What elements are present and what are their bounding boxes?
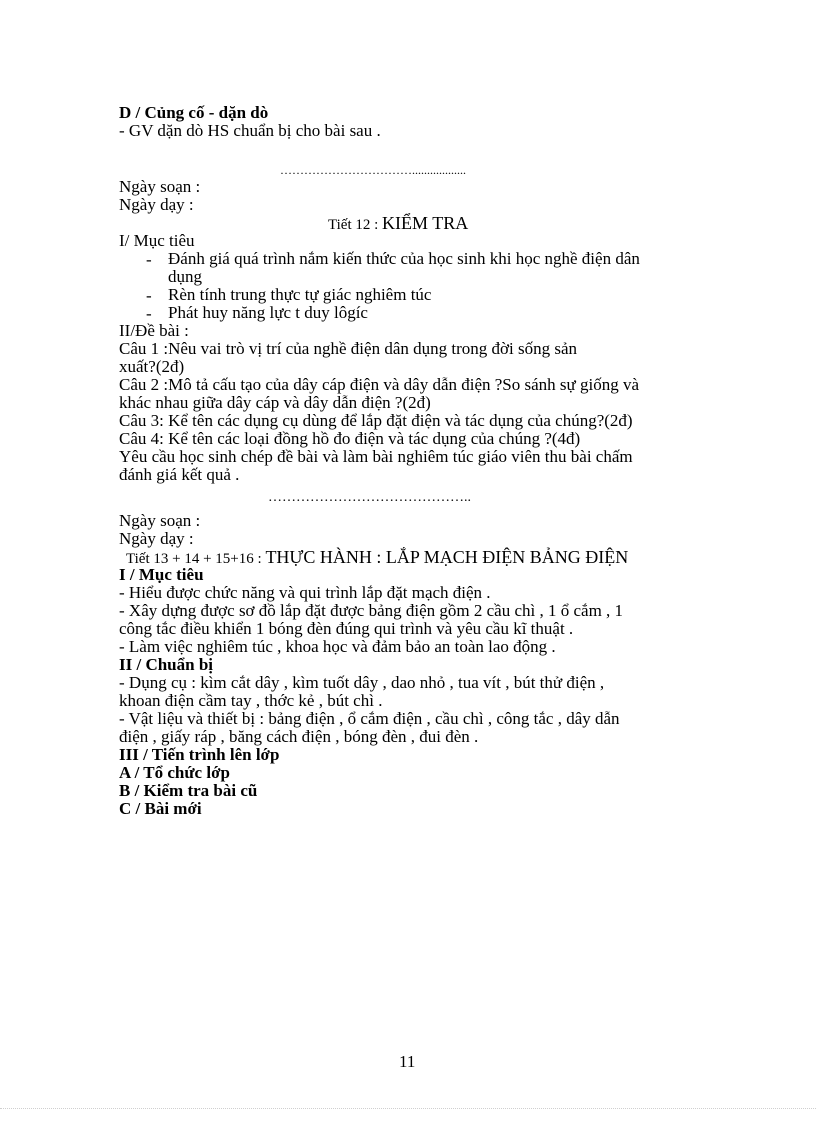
- bullet-item-cont: dụng: [168, 267, 202, 286]
- question-2: Câu 2 :Mô tả cấu tạo của dây cáp điện và dây dẫn điện ?So sánh sự giống và: [119, 375, 640, 394]
- bullet-item: Rèn tính trung thực tự giác nghiêm túc: [168, 285, 432, 304]
- section-d-line: - GV dặn dò HS chuẩn bị cho bài sau .: [119, 121, 381, 140]
- question-2-cont: khác nhau giữa dây cáp và dây dẫn điện ?(2đ): [119, 393, 431, 412]
- materials-line: - Vật liệu và thiết bị : bảng điện , ổ cắm điện , cầu chì , công tắc , dây dẫn: [119, 709, 620, 728]
- tools-line-cont: khoan điện cầm tay , thớc kẻ , bút chì .: [119, 691, 383, 710]
- bullet-dash: -: [146, 250, 152, 269]
- step-a-heading: A / Tổ chức lớp: [119, 763, 230, 782]
- bullet-dash: -: [146, 304, 152, 323]
- ngay-soan: Ngày soạn :: [119, 511, 201, 530]
- bullet-dash: -: [146, 286, 152, 305]
- step-b-heading: B / Kiểm tra bài cũ: [119, 781, 258, 800]
- objective-3: - Làm việc nghiêm túc , khoa học và đảm bảo an toàn lao động .: [119, 637, 556, 656]
- ngay-soan: Ngày soạn :: [119, 177, 201, 196]
- question-3: Câu 3: Kể tên các dụng cụ dùng để lắp đặt điện và tác dụng của chúng?(2đ): [119, 411, 633, 430]
- lesson-title-main: THỰC HÀNH : LẮP MẠCH ĐIỆN BẢNG ĐIỆN: [265, 547, 629, 567]
- page-border: [0, 1108, 816, 1109]
- lesson-title-main: KIỂM TRA: [382, 213, 469, 233]
- materials-line-cont: điện , giấy ráp , băng cách điện , bóng đèn , đui đèn .: [119, 727, 479, 746]
- separator: ……………………………..................: [280, 163, 466, 177]
- question-1: Câu 1 :Nêu vai trò vị trí của nghề điện dân dụng trong đời sống sản: [119, 339, 577, 358]
- de-bai-heading: II/Đề bài :: [119, 321, 189, 340]
- page-number: 11: [399, 1052, 416, 1071]
- instruction: Yêu cầu học sinh chép đề bài và làm bài nghiêm túc giáo viên thu bài chấm: [119, 447, 633, 466]
- muc-tieu-heading: I/ Mục tiêu: [119, 231, 195, 250]
- bullet-item: Đánh giá quá trình nắm kiến thức của học sinh khi học nghề điện dân: [168, 249, 640, 268]
- muc-tieu-heading: I / Mục tiêu: [119, 565, 204, 584]
- tien-trinh-heading: III / Tiến trình lên lớp: [119, 745, 280, 764]
- question-1-cont: xuất?(2đ): [119, 357, 185, 376]
- lesson-title-prefix: Tiết 12 :: [328, 217, 383, 233]
- step-c-heading: C / Bài mới: [119, 799, 202, 818]
- tools-line: - Dụng cụ : kìm cắt dây , kìm tuốt dây , dao nhỏ , tua vít , bút thử điện ,: [119, 673, 605, 692]
- bullet-item: Phát huy năng lực t duy lôgíc: [168, 303, 368, 322]
- question-4: Câu 4: Kể tên các loại đồng hồ đo điện và tác dụng của chúng ?(4đ): [119, 429, 581, 448]
- objective-2-cont: công tắc điều khiển 1 bóng đèn đúng qui trình và yêu cầu kĩ thuật .: [119, 619, 574, 638]
- ngay-day: Ngày dạy :: [119, 529, 194, 548]
- lesson-title-prefix: Tiết 13 + 14 + 15+16 :: [126, 551, 266, 567]
- section-d-heading: D / Củng cố - dặn dò: [119, 103, 269, 122]
- instruction-cont: đánh giá kết quả .: [119, 465, 240, 484]
- chuan-bi-heading: II / Chuẩn bị: [119, 655, 214, 674]
- ngay-day: Ngày dạy :: [119, 195, 194, 214]
- objective-1: - Hiểu được chức năng và qui trình lắp đặt mạch điện .: [119, 583, 491, 602]
- objective-2: - Xây dựng được sơ đồ lắp đặt được bảng điện gồm 2 cầu chì , 1 ổ cắm , 1: [119, 601, 624, 620]
- lesson-title: [328, 214, 468, 234]
- separator: ……………………………………..: [268, 490, 471, 505]
